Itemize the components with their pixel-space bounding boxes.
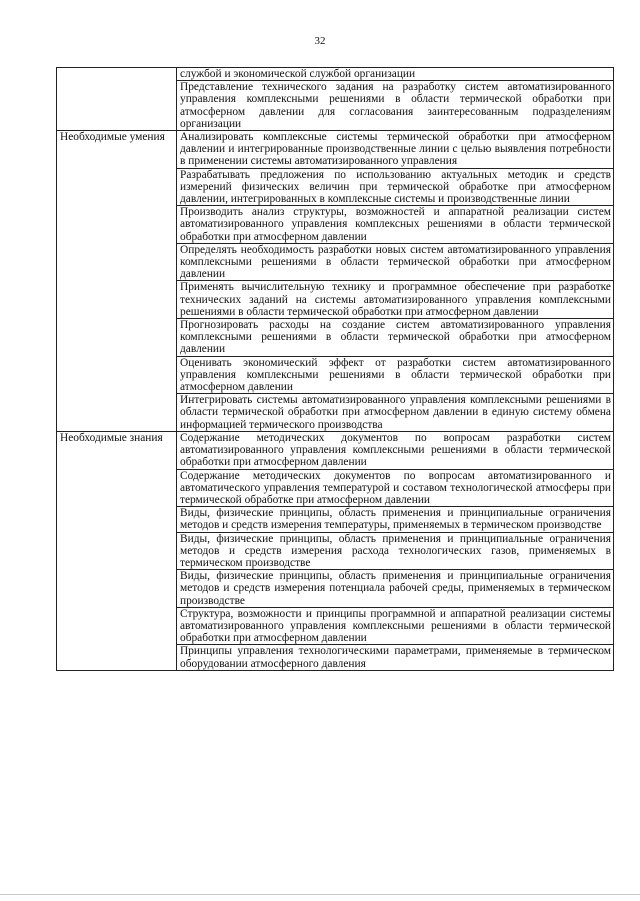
description-cell: Применять вычислительную технику и программное обеспечение при разработке технических заданий на системы автоматизированного управления комплексными решениями в области термической обработки при атмосферном давлении bbox=[177, 281, 614, 319]
scan-bottom-edge bbox=[0, 894, 640, 901]
description-cell: Производить анализ структуры, возможностей и аппаратной реализации систем автоматизированного управления комплексных решениями в области термической обработки при атмосферном давлении bbox=[177, 206, 614, 244]
description-cell: Представление технического задания на разработку систем автоматизированного управления комплексными решениями в области термической обработки при атмосферном давлении для согласования заинтересованным подразделениям организации bbox=[177, 81, 614, 131]
competency-table-body bbox=[57, 68, 614, 671]
description-cell: Виды, физические принципы, область применения и принципиальные ограничения методов и средств измерения температуры, применяемых в термическом производстве bbox=[177, 507, 614, 532]
description-cell: Разрабатывать предложения по использованию актуальных методик и средств измерений физических величин при термической обработке при атмосферном давлении, интегрированных в комплексные системы и производственные линии bbox=[177, 168, 614, 206]
description-cell: Определять необходимость разработки новых систем автоматизированного управления комплексными решениями в области термической обработки при атмосферном давлении bbox=[177, 243, 614, 281]
table-row bbox=[57, 68, 614, 81]
description-cell: Виды, физические принципы, область применения и принципиальные ограничения методов и средств измерения расхода технологических газов, применяемых в термическом производстве bbox=[177, 532, 614, 570]
page-number: 32 bbox=[314, 35, 326, 47]
description-cell: Анализировать комплексные системы термической обработки при атмосферном давлении и интегрированные производственные линии с целью выявления потребности в применении системы автоматизированного управления bbox=[177, 131, 614, 169]
description-cell: службой и экономической службой организации bbox=[177, 68, 614, 81]
description-cell: Принципы управления технологическими параметрами, применяемые в термическом оборудовании атмосферного давления bbox=[177, 645, 614, 670]
table-row bbox=[57, 131, 614, 169]
description-cell: Содержание методических документов по вопросам автоматизированного и автоматического управления температурой и составом технологической атмосферы при термической обработке при атмосферном давлении bbox=[177, 469, 614, 507]
description-cell: Прогнозировать расходы на создание систем автоматизированного управления комплексными решениями в области термической обработки при атмосферном давлении bbox=[177, 319, 614, 357]
competency-table bbox=[56, 67, 614, 671]
description-cell: Содержание методических документов по вопросам разработки систем автоматизированного управления комплексными решениями в области термической обработки при атмосферном давлении bbox=[177, 431, 614, 469]
section-label: Необходимые умения bbox=[57, 131, 177, 432]
description-cell: Оценивать экономический эффект от разработки систем автоматизированного управления комплексными решениями в области термической обработки при атмосферном давлении bbox=[177, 356, 614, 394]
section-label: Необходимые знания bbox=[57, 431, 177, 670]
description-cell: Структура, возможности и принципы программной и аппаратной реализации системы автоматизированного управления комплексными решениями в области термической обработки при атмосферном давлении bbox=[177, 607, 614, 645]
table-row bbox=[57, 431, 614, 469]
description-cell: Виды, физические принципы, область применения и принципиальные ограничения методов и средств измерения потенциала рабочей среды, применяемых в термическом производстве bbox=[177, 570, 614, 608]
description-cell: Интегрировать системы автоматизированного управления комплексными решениями в области термической обработки при атмосферном давлении в единую систему обмена информацией термического производства bbox=[177, 394, 614, 432]
section-label bbox=[57, 68, 177, 131]
